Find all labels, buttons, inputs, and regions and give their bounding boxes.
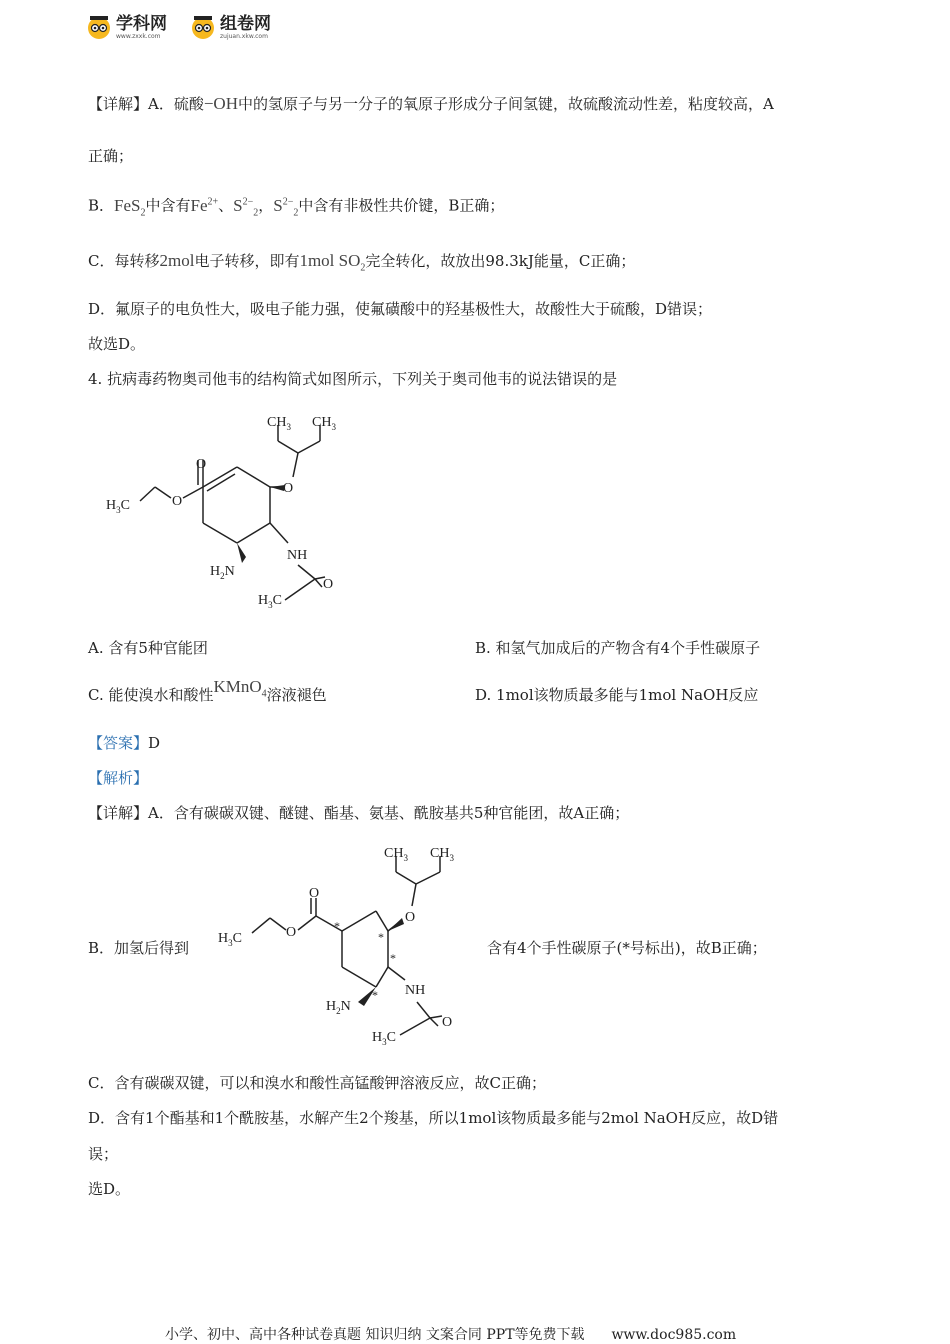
svg-text:H3C: $H_3C$ [218,931,242,948]
xueke-logo[interactable] [86,14,167,40]
svg-text:CH3: $CH_3$ [312,415,336,432]
svg-text:NH: NH [287,548,308,563]
svg-text:NH: NH [405,983,426,998]
q4-detail-d-cont: 误； [88,1145,119,1163]
svg-text:O: O [405,910,416,925]
option-a: A. 含有5种官能团 [88,639,208,657]
footer [165,1324,736,1344]
hydrogenated-structure [212,838,472,1050]
logo-title: 学科网 [116,13,167,34]
q3-detail-d: D．氟原子的电负性大，吸电子能力强，使氟磺酸中的羟基极性大，故酸性大于硫酸，D错误； [88,300,713,318]
analysis-label: 【解析】 [88,769,149,787]
svg-text:CH3: $CH_3$ [430,846,454,863]
owl-face-icon [190,14,216,40]
chiral-star: * [372,988,378,1002]
logo-url: zujuan.xkw.com [220,32,268,40]
svg-text:O: O [286,925,297,940]
oseltamivir-structure [100,405,360,615]
svg-text:CH3: $CH_3$ [267,415,291,432]
svg-text:CH3: $CH_3$ [384,846,408,863]
logo-title: 组卷网 [220,13,271,34]
svg-text:H3C: $H_3C$ [372,1030,396,1047]
q4-detail-a: 【详解】A．含有碳碳双键、醚键、酯基、氨基、酰胺基共5种官能团，故A正确； [88,804,630,822]
option-c: C. 能使溴水和酸性KMnO$_4$溶液褪色 [88,677,327,704]
answer: 【答案】D [88,734,161,752]
svg-text:H3C: $H_3C$ [106,498,130,515]
zujuan-logo[interactable] [190,14,271,40]
svg-text:O: O [283,481,294,496]
q3-detail-c: C．每转移2mol电子转移，即有1mol $SO_2$完全转化，故放出98.3kJ能量，C正确； [88,251,636,274]
q4-stem: 4. 抗病毒药物奥司他韦的结构简式如图所示，下列关于奥司他韦的说法错误的是 [88,370,618,388]
svg-text:O: O [172,494,183,509]
chiral-star: * [378,930,384,944]
svg-text:O: O [442,1015,453,1030]
svg-text:H3C: $H_3C$ [258,593,282,610]
q3-detail-a-cont: 正确； [88,147,134,165]
q4-detail-d: D．含有1个酯基和1个酰胺基，水解产生2个羧基，所以1mol该物质最多能与2mol NaOH反应，故D错 [88,1109,779,1127]
logo-url: www.zxxk.com [116,32,161,40]
q4-detail-b-suffix: 含有4个手性碳原子(*号标出)，故B正确； [487,939,767,957]
q3-choose: 故选D。 [88,335,146,353]
chiral-star: * [390,951,396,965]
svg-text:H2N: $H_2N$ [210,564,235,581]
q3-detail-a: 【详解】A．硫酸−OH中的氢原子与另一分子的氧原子形成分子间氢键，故硫酸流动性差，粘度较高，A [88,94,774,113]
q4-detail-b-prefix: B．加氢后得到 [88,939,190,957]
q4-detail-c: C．含有碳碳双键，可以和溴水和酸性高锰酸钾溶液反应，故C正确； [88,1074,546,1092]
owl-face-icon [86,14,112,40]
option-d: D. 1mol该物质最多能与1mol NaOH反应 [475,686,759,704]
svg-text:H2N: $H_2N$ [326,999,351,1016]
q3-detail-b: B．FeS$_2$中含有$Fe^{2+}$、$S^{2-}_2$，$S^{2-}_2$中含有非极性共价键，B正确； [88,195,505,219]
footer-url[interactable]: www.doc985.com [611,1327,737,1343]
svg-text:O: O [309,886,320,901]
footer-text: 小学、初中、高中各种试卷真题 知识归纳 文案合同 PPT等免费下载 [165,1327,585,1343]
option-b: B. 和氢气加成后的产物含有4个手性碳原子 [475,639,761,657]
svg-text:O: O [196,457,207,472]
svg-text:O: O [323,577,334,592]
q4-choose: 选D。 [88,1180,131,1198]
chiral-star: * [334,919,340,933]
